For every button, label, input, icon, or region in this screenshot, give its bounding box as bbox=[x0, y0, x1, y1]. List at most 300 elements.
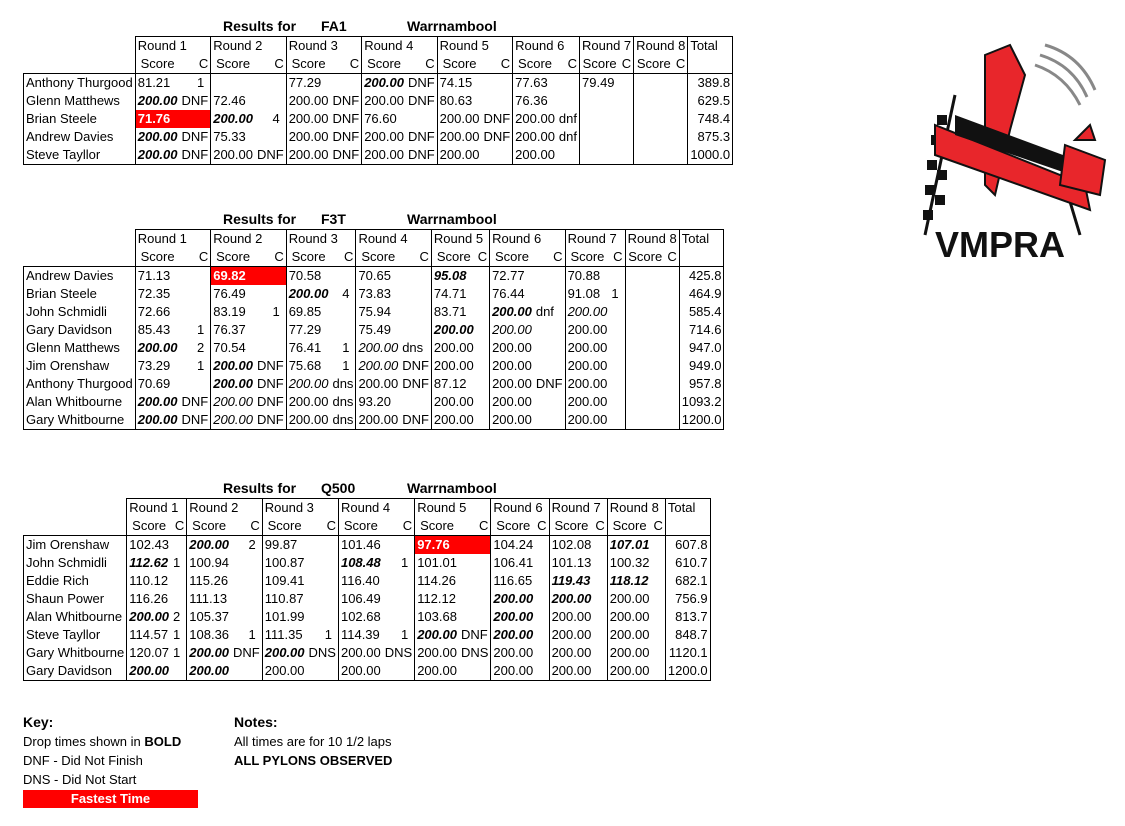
round-code bbox=[651, 626, 665, 644]
title-class: Q500 bbox=[321, 480, 356, 496]
round-code: 1 bbox=[342, 340, 350, 355]
round-header: Round 3 bbox=[286, 37, 361, 56]
round-code bbox=[459, 662, 491, 681]
round-score: 100.87 bbox=[264, 555, 305, 570]
round-code bbox=[609, 339, 625, 357]
pilot-name: Jim Orenshaw bbox=[24, 357, 136, 375]
round-code: DNF bbox=[255, 411, 286, 430]
round-code: DNF bbox=[330, 146, 361, 165]
round-code bbox=[665, 411, 679, 430]
round-code: DNS bbox=[308, 645, 336, 660]
round-code: DNF bbox=[402, 376, 429, 391]
round-code: DNF bbox=[332, 93, 360, 108]
round-score: 77.29 bbox=[288, 322, 322, 337]
round-code: DNF bbox=[407, 93, 435, 108]
c-subheader: C bbox=[535, 517, 549, 536]
round-score: 200.00 bbox=[129, 663, 170, 678]
round-score: 200.00 bbox=[433, 358, 474, 373]
round-code bbox=[673, 74, 687, 93]
round-score: 104.24 bbox=[493, 537, 534, 552]
round-code bbox=[255, 128, 286, 146]
total-score: 813.7 bbox=[665, 608, 710, 626]
round-code bbox=[307, 536, 339, 555]
round-code bbox=[609, 393, 625, 411]
round-code bbox=[534, 339, 565, 357]
round-code: dns bbox=[332, 394, 354, 409]
score-subheader: Score bbox=[362, 55, 406, 74]
score-subheader: Score bbox=[135, 55, 179, 74]
round-score: 111.35 bbox=[264, 627, 303, 642]
round-code bbox=[476, 375, 490, 393]
round-score: 76.41 bbox=[288, 340, 322, 355]
round-score: 200.00 bbox=[358, 376, 399, 391]
round-code: DNF bbox=[407, 129, 435, 144]
table-row bbox=[24, 321, 724, 339]
score-subheader: Score bbox=[565, 248, 609, 267]
round-code: 1 bbox=[173, 645, 181, 660]
round-code bbox=[619, 146, 633, 165]
round-header: Round 6 bbox=[491, 499, 549, 518]
total-score: 756.9 bbox=[665, 590, 710, 608]
total-score: 848.7 bbox=[665, 626, 710, 644]
round-code bbox=[557, 74, 580, 93]
round-header: Round 5 bbox=[437, 37, 512, 56]
round-score: 72.77 bbox=[492, 268, 525, 283]
round-score: 81.21 bbox=[137, 75, 171, 90]
round-header: Round 4 bbox=[362, 37, 437, 56]
round-score: 114.39 bbox=[340, 627, 380, 642]
round-score: 200.00 bbox=[433, 340, 474, 355]
key-drop-bold: BOLD bbox=[144, 734, 182, 749]
score-subheader: Score bbox=[580, 55, 620, 74]
score-subheader: Score bbox=[135, 248, 179, 267]
results-table bbox=[23, 498, 711, 681]
round-code: DNF bbox=[402, 358, 429, 373]
round-code bbox=[534, 411, 565, 430]
title-venue: Warrnambool bbox=[407, 211, 497, 227]
round-score: 200.00 bbox=[264, 645, 305, 660]
score-subheader: Score bbox=[625, 248, 665, 267]
round-score: 73.29 bbox=[137, 358, 171, 373]
c-subheader: C bbox=[619, 55, 633, 74]
round-code bbox=[307, 662, 339, 681]
round-code bbox=[593, 662, 607, 681]
round-header: Round 1 bbox=[127, 499, 187, 518]
round-header: Round 7 bbox=[565, 230, 625, 249]
total-score: 682.1 bbox=[665, 572, 710, 590]
round-code bbox=[619, 128, 633, 146]
pilot-name: Alan Whitbourne bbox=[24, 393, 136, 411]
c-subheader: C bbox=[406, 55, 437, 74]
round-code bbox=[231, 608, 262, 626]
round-code: DNF bbox=[256, 394, 284, 409]
vmpra-logo bbox=[915, 35, 1115, 265]
round-score: 200.00 bbox=[288, 376, 329, 391]
round-score: 76.60 bbox=[364, 111, 397, 126]
round-score: 100.32 bbox=[609, 555, 650, 570]
section-title bbox=[223, 480, 663, 498]
round-code: DNF bbox=[180, 411, 211, 430]
round-code bbox=[400, 303, 431, 321]
table-row bbox=[24, 536, 711, 555]
score-subheader: Score bbox=[286, 55, 330, 74]
round-code bbox=[619, 110, 633, 128]
round-score: 200.00 bbox=[567, 376, 608, 391]
round-score: 77.29 bbox=[288, 75, 322, 90]
round-score: 200.00 bbox=[515, 129, 555, 144]
round-code: DNF bbox=[535, 376, 563, 391]
pilot-name: Gary Whitbourne bbox=[24, 644, 127, 662]
round-score: 200.00 bbox=[417, 627, 457, 642]
round-score: 200.00 bbox=[609, 663, 650, 678]
round-code bbox=[665, 303, 679, 321]
round-code bbox=[255, 321, 286, 339]
round-score: 200.00 bbox=[609, 609, 650, 624]
round-score: 71.76 bbox=[137, 111, 171, 126]
key-dnf: DNF - Did Not Finish bbox=[23, 753, 143, 768]
round-score: 200.00 bbox=[213, 147, 253, 162]
round-score: 93.20 bbox=[358, 394, 391, 409]
score-subheader: Score bbox=[549, 517, 593, 536]
total-score: 629.5 bbox=[688, 92, 733, 110]
round-score: 200.00 bbox=[433, 412, 474, 427]
round-score: 77.63 bbox=[515, 75, 548, 90]
round-score: 200.00 bbox=[137, 129, 178, 144]
round-code bbox=[476, 285, 490, 303]
round-code bbox=[476, 267, 490, 286]
total-score: 464.9 bbox=[679, 285, 724, 303]
round-code: DNF bbox=[483, 111, 511, 126]
round-code: 1 bbox=[180, 74, 211, 93]
table-row bbox=[24, 267, 724, 286]
round-score: 102.68 bbox=[340, 609, 381, 624]
round-code bbox=[476, 357, 490, 375]
round-code bbox=[609, 375, 625, 393]
round-code: DNF bbox=[233, 645, 260, 660]
key-dns: DNS - Did Not Start bbox=[23, 772, 137, 787]
total-score: 425.8 bbox=[679, 267, 724, 286]
c-subheader: C bbox=[593, 517, 607, 536]
round-code bbox=[476, 321, 490, 339]
round-score: 200.00 bbox=[340, 645, 381, 660]
round-score: 112.62 bbox=[129, 555, 169, 570]
round-score: 87.12 bbox=[433, 376, 467, 391]
round-code bbox=[400, 321, 431, 339]
title-prefix: Results for bbox=[223, 211, 297, 227]
round-score: 200.00 bbox=[137, 93, 178, 108]
round-code: 1 bbox=[342, 358, 350, 373]
table-row bbox=[24, 608, 711, 626]
c-subheader: C bbox=[330, 248, 355, 267]
round-code bbox=[476, 411, 490, 430]
round-code bbox=[330, 321, 355, 339]
table-row bbox=[24, 128, 733, 146]
score-subheader: Score bbox=[187, 517, 231, 536]
round-score: 101.99 bbox=[264, 609, 305, 624]
round-code bbox=[557, 146, 580, 165]
round-code bbox=[180, 303, 211, 321]
round-score: 200.00 bbox=[340, 663, 381, 678]
round-score: 200.00 bbox=[492, 412, 532, 427]
total-score: 610.7 bbox=[665, 554, 710, 572]
round-score: 200.00 bbox=[137, 147, 178, 162]
round-code: DNS bbox=[384, 645, 413, 660]
table-row bbox=[24, 146, 733, 165]
round-code bbox=[593, 554, 607, 572]
score-subheader: Score bbox=[262, 517, 306, 536]
round-code bbox=[307, 572, 339, 590]
pilot-name: Steve Tayllor bbox=[24, 146, 136, 165]
round-code bbox=[535, 608, 549, 626]
round-code bbox=[171, 536, 187, 555]
round-score: 200.00 bbox=[264, 663, 305, 678]
pilot-name: Andrew Davies bbox=[24, 128, 136, 146]
round-code: 1 bbox=[611, 286, 619, 301]
table-row bbox=[24, 411, 724, 430]
notes-laps: All times are for 10 1/2 laps bbox=[234, 734, 392, 749]
pilot-name: Gary Davidson bbox=[24, 321, 136, 339]
round-code: 1 bbox=[400, 555, 409, 570]
pilot-name: Gary Davidson bbox=[24, 662, 127, 681]
round-code bbox=[180, 267, 211, 286]
round-score: 200.00 bbox=[493, 627, 534, 642]
total-header: Total bbox=[679, 230, 724, 267]
round-score: 200.00 bbox=[364, 129, 404, 144]
round-score: 95.08 bbox=[433, 268, 467, 283]
round-header: Round 1 bbox=[135, 37, 210, 56]
round-score: 91.08 bbox=[567, 286, 601, 301]
table-row bbox=[24, 110, 733, 128]
round-code bbox=[609, 321, 625, 339]
round-code bbox=[255, 74, 286, 93]
round-score: 200.00 bbox=[433, 394, 474, 409]
pilot-name: John Schmidli bbox=[24, 554, 127, 572]
round-code bbox=[476, 393, 490, 411]
total-score: 875.3 bbox=[688, 128, 733, 146]
score-subheader: Score bbox=[490, 248, 534, 267]
round-code: DNF bbox=[256, 376, 284, 391]
score-subheader: Score bbox=[211, 248, 255, 267]
round-score: 76.37 bbox=[213, 322, 246, 337]
pilot-name: Shaun Power bbox=[24, 590, 127, 608]
pilot-name: Glenn Matthews bbox=[24, 92, 136, 110]
round-code bbox=[609, 357, 625, 375]
round-code bbox=[593, 536, 607, 555]
total-score: 607.8 bbox=[665, 536, 710, 555]
round-score: 200.00 bbox=[129, 609, 170, 624]
round-code bbox=[534, 267, 565, 286]
round-score: 200.00 bbox=[567, 304, 608, 319]
round-code bbox=[180, 110, 211, 128]
title-venue: Warrnambool bbox=[407, 480, 497, 496]
round-code bbox=[673, 146, 687, 165]
notes-section bbox=[234, 712, 494, 770]
round-score: 200.00 bbox=[567, 358, 608, 373]
table-row bbox=[24, 74, 733, 93]
round-score: 200.00 bbox=[515, 111, 555, 126]
round-score: 200.00 bbox=[288, 147, 329, 162]
round-score: 200.00 bbox=[189, 537, 230, 552]
round-code bbox=[534, 285, 565, 303]
round-code bbox=[665, 357, 679, 375]
table-row bbox=[24, 572, 711, 590]
round-score: 200.00 bbox=[609, 627, 650, 642]
table-row bbox=[24, 644, 711, 662]
key-fastest-time: Fastest Time bbox=[23, 790, 198, 808]
pilot-name: Eddie Rich bbox=[24, 572, 127, 590]
round-score: 99.87 bbox=[264, 537, 298, 552]
round-score: 72.66 bbox=[137, 304, 171, 319]
table-row bbox=[24, 590, 711, 608]
round-code: DNF bbox=[400, 411, 431, 430]
round-score: 110.87 bbox=[264, 591, 304, 606]
round-score: 200.00 bbox=[213, 111, 253, 126]
round-code: DNF bbox=[181, 394, 209, 409]
round-score: 75.33 bbox=[213, 129, 246, 144]
round-code bbox=[673, 128, 687, 146]
round-code bbox=[459, 536, 491, 555]
pilot-name: John Schmidli bbox=[24, 303, 136, 321]
round-score: 200.00 bbox=[417, 645, 457, 660]
round-code bbox=[180, 375, 211, 393]
round-code: DNF bbox=[406, 146, 437, 165]
round-code bbox=[535, 626, 549, 644]
round-score: 76.36 bbox=[515, 93, 548, 108]
score-subheader: Score bbox=[338, 517, 382, 536]
round-code bbox=[665, 393, 679, 411]
round-code: DNF bbox=[181, 129, 209, 144]
total-score: 957.8 bbox=[679, 375, 724, 393]
round-score: 118.12 bbox=[609, 573, 649, 588]
round-score: 200.00 bbox=[364, 93, 404, 108]
score-subheader: Score bbox=[431, 248, 475, 267]
c-subheader: C bbox=[180, 55, 211, 74]
round-code bbox=[535, 554, 549, 572]
round-score: 120.07 bbox=[129, 645, 170, 660]
title-class: FA1 bbox=[321, 18, 347, 34]
round-score: 200.00 bbox=[137, 412, 178, 427]
c-subheader: C bbox=[673, 55, 687, 74]
table-row bbox=[24, 554, 711, 572]
table-row bbox=[24, 662, 711, 681]
round-code bbox=[535, 590, 549, 608]
round-score: 200.00 bbox=[609, 591, 650, 606]
round-score: 200.00 bbox=[439, 147, 480, 162]
round-code bbox=[534, 321, 565, 339]
round-score: 83.71 bbox=[433, 304, 467, 319]
round-score: 200.00 bbox=[493, 663, 534, 678]
round-code: dns bbox=[330, 411, 355, 430]
round-code: 2 bbox=[231, 536, 262, 555]
c-subheader: C bbox=[476, 248, 490, 267]
round-code: dns bbox=[402, 340, 424, 355]
round-code bbox=[383, 608, 415, 626]
round-code: DNF bbox=[460, 627, 488, 642]
round-score: 71.13 bbox=[137, 268, 171, 283]
round-code bbox=[255, 339, 286, 357]
score-subheader: Score bbox=[127, 517, 171, 536]
round-score: 200.00 bbox=[213, 412, 253, 427]
key-drop-times bbox=[23, 732, 203, 751]
round-code: DNF bbox=[255, 146, 286, 165]
round-score: 200.00 bbox=[358, 340, 399, 355]
round-score: 75.49 bbox=[358, 322, 391, 337]
round-code bbox=[593, 572, 607, 590]
pilot-name: Brian Steele bbox=[24, 110, 136, 128]
pilot-name: Gary Whitbourne bbox=[24, 411, 136, 430]
round-score: 106.49 bbox=[340, 591, 381, 606]
round-code bbox=[330, 303, 355, 321]
round-code bbox=[171, 572, 187, 590]
round-score: 200.00 bbox=[493, 645, 534, 660]
round-score: 200.00 bbox=[364, 147, 404, 162]
round-code: 1 bbox=[248, 627, 256, 642]
round-code bbox=[609, 267, 625, 286]
total-score: 1000.0 bbox=[688, 146, 733, 165]
total-score: 714.6 bbox=[679, 321, 724, 339]
pilot-name: Jim Orenshaw bbox=[24, 536, 127, 555]
notes-pylons: ALL PYLONS OBSERVED bbox=[234, 753, 393, 768]
pilot-name: Glenn Matthews bbox=[24, 339, 136, 357]
round-code bbox=[651, 644, 665, 662]
round-code bbox=[651, 662, 665, 681]
round-code bbox=[400, 267, 431, 286]
round-code bbox=[459, 590, 491, 608]
round-score: 200.00 bbox=[213, 376, 253, 391]
round-code: dns bbox=[332, 376, 354, 391]
score-subheader: Score bbox=[491, 517, 535, 536]
round-header: Round 8 bbox=[634, 37, 688, 56]
title-class: F3T bbox=[321, 211, 346, 227]
round-code bbox=[651, 554, 665, 572]
round-code bbox=[255, 92, 286, 110]
round-code: DNS bbox=[460, 645, 489, 660]
round-score: 200.00 bbox=[358, 358, 399, 373]
round-score: 73.83 bbox=[358, 286, 391, 301]
round-score: 107.01 bbox=[609, 537, 650, 552]
round-code bbox=[673, 110, 687, 128]
c-subheader: C bbox=[330, 55, 361, 74]
c-subheader: C bbox=[665, 248, 679, 267]
round-code bbox=[307, 590, 339, 608]
round-header: Round 7 bbox=[580, 37, 634, 56]
round-code bbox=[231, 554, 262, 572]
round-code: 1 bbox=[400, 627, 409, 642]
vmpra-logo-graphic bbox=[915, 35, 1115, 265]
pilot-name: Andrew Davies bbox=[24, 267, 136, 286]
round-score: 108.48 bbox=[340, 555, 381, 570]
round-score: 200.00 bbox=[137, 394, 178, 409]
table-row bbox=[24, 375, 724, 393]
round-code: DNF bbox=[332, 111, 360, 126]
round-score: 114.57 bbox=[129, 627, 169, 642]
total-score: 1120.1 bbox=[665, 644, 710, 662]
round-code bbox=[400, 285, 431, 303]
score-subheader: Score bbox=[513, 55, 557, 74]
round-score: 74.15 bbox=[439, 75, 473, 90]
round-code: 1 bbox=[196, 322, 205, 337]
total-score: 1200.0 bbox=[679, 411, 724, 430]
table-row bbox=[24, 285, 724, 303]
notes-heading: Notes: bbox=[234, 714, 278, 730]
round-code bbox=[383, 536, 415, 555]
round-score: 200.00 bbox=[515, 147, 555, 162]
round-code bbox=[459, 572, 491, 590]
round-header: Round 2 bbox=[211, 230, 286, 249]
round-score: 200.00 bbox=[213, 394, 253, 409]
total-score: 1093.2 bbox=[679, 393, 724, 411]
round-code bbox=[534, 357, 565, 375]
